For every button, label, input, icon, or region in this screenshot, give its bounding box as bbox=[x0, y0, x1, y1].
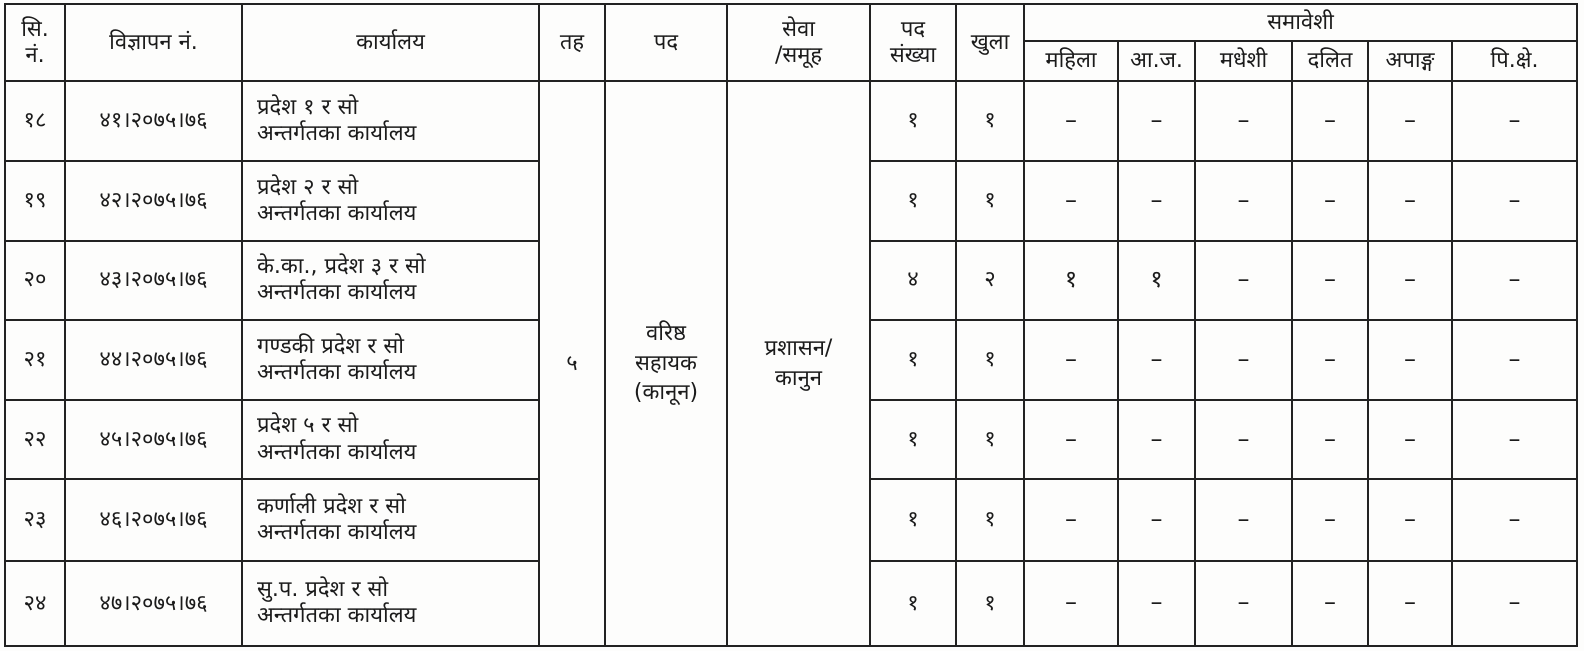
header-ad-number: विज्ञापन नं. bbox=[65, 4, 242, 81]
cell-office: कर्णाली प्रदेश र सो अन्तर्गतका कार्यालय bbox=[242, 479, 539, 560]
header-post-count: पद संख्या bbox=[870, 4, 956, 81]
cell-post-count: १ bbox=[870, 320, 956, 400]
cell-inclusive-indigenous: – bbox=[1118, 400, 1195, 479]
cell-inclusive-women: – bbox=[1024, 561, 1118, 646]
cell-ad-number: ४७।२०७५।७६ bbox=[65, 561, 242, 646]
cell-inclusive-backward-region: – bbox=[1452, 81, 1577, 161]
cell-open: १ bbox=[956, 479, 1024, 560]
cell-serial-number: २३ bbox=[5, 479, 65, 560]
header-inclusive-disabled: अपाङ्ग bbox=[1368, 41, 1452, 81]
cell-inclusive-dalit: – bbox=[1292, 320, 1368, 400]
cell-ad-number: ४५।२०७५।७६ bbox=[65, 400, 242, 479]
cell-inclusive-indigenous: – bbox=[1118, 479, 1195, 560]
cell-inclusive-backward-region: – bbox=[1452, 320, 1577, 400]
cell-office: गण्डकी प्रदेश र सो अन्तर्गतका कार्यालय bbox=[242, 320, 539, 400]
cell-inclusive-dalit: – bbox=[1292, 241, 1368, 320]
cell-ad-number: ४१।२०७५।७६ bbox=[65, 81, 242, 161]
cell-open: १ bbox=[956, 161, 1024, 240]
cell-serial-number: २० bbox=[5, 241, 65, 320]
cell-ad-number: ४२।२०७५।७६ bbox=[65, 161, 242, 240]
cell-inclusive-women: – bbox=[1024, 479, 1118, 560]
cell-post-count: ४ bbox=[870, 241, 956, 320]
header-post: पद bbox=[605, 4, 727, 81]
cell-inclusive-indigenous: – bbox=[1118, 161, 1195, 240]
cell-post-count: १ bbox=[870, 400, 956, 479]
header-inclusive-backward-region: पि.क्षे. bbox=[1452, 41, 1577, 81]
cell-office: प्रदेश ५ र सो अन्तर्गतका कार्यालय bbox=[242, 400, 539, 479]
cell-inclusive-madhesi: – bbox=[1195, 479, 1292, 560]
cell-inclusive-madhesi: – bbox=[1195, 400, 1292, 479]
cell-inclusive-madhesi: – bbox=[1195, 161, 1292, 240]
cell-inclusive-indigenous: १ bbox=[1118, 241, 1195, 320]
header-inclusive-women: महिला bbox=[1024, 41, 1118, 81]
cell-serial-number: २२ bbox=[5, 400, 65, 479]
cell-level: ५ bbox=[539, 81, 605, 646]
cell-ad-number: ४३।२०७५।७६ bbox=[65, 241, 242, 320]
cell-post-count: १ bbox=[870, 161, 956, 240]
header-open: खुला bbox=[956, 4, 1024, 81]
cell-inclusive-madhesi: – bbox=[1195, 241, 1292, 320]
cell-inclusive-dalit: – bbox=[1292, 161, 1368, 240]
cell-inclusive-madhesi: – bbox=[1195, 561, 1292, 646]
cell-inclusive-dalit: – bbox=[1292, 561, 1368, 646]
cell-inclusive-backward-region: – bbox=[1452, 479, 1577, 560]
cell-inclusive-disabled: – bbox=[1368, 81, 1452, 161]
cell-inclusive-indigenous: – bbox=[1118, 320, 1195, 400]
cell-inclusive-dalit: – bbox=[1292, 479, 1368, 560]
cell-inclusive-backward-region: – bbox=[1452, 161, 1577, 240]
header-office: कार्यालय bbox=[242, 4, 539, 81]
header-service-group: सेवा /समूह bbox=[727, 4, 870, 81]
header-inclusive-dalit: दलित bbox=[1292, 41, 1368, 81]
cell-inclusive-disabled: – bbox=[1368, 241, 1452, 320]
header-inclusive-indigenous: आ.ज. bbox=[1118, 41, 1195, 81]
cell-inclusive-indigenous: – bbox=[1118, 81, 1195, 161]
cell-service-group: प्रशासन/ कानुन bbox=[727, 81, 870, 646]
cell-serial-number: १८ bbox=[5, 81, 65, 161]
cell-office: के.का., प्रदेश ३ र सो अन्तर्गतका कार्यालय bbox=[242, 241, 539, 320]
cell-open: १ bbox=[956, 400, 1024, 479]
cell-office: सु.प. प्रदेश र सो अन्तर्गतका कार्यालय bbox=[242, 561, 539, 646]
cell-post: वरिष्ठ सहायक (कानून) bbox=[605, 81, 727, 646]
cell-inclusive-dalit: – bbox=[1292, 81, 1368, 161]
cell-office: प्रदेश २ र सो अन्तर्गतका कार्यालय bbox=[242, 161, 539, 240]
cell-inclusive-women: – bbox=[1024, 320, 1118, 400]
header-inclusive: समावेशी bbox=[1024, 4, 1577, 41]
header-inclusive-madhesi: मधेशी bbox=[1195, 41, 1292, 81]
cell-inclusive-women: १ bbox=[1024, 241, 1118, 320]
vacancy-table bbox=[4, 3, 1578, 647]
cell-inclusive-backward-region: – bbox=[1452, 561, 1577, 646]
cell-inclusive-women: – bbox=[1024, 81, 1118, 161]
cell-inclusive-indigenous: – bbox=[1118, 561, 1195, 646]
table-row bbox=[5, 81, 1577, 161]
cell-serial-number: २१ bbox=[5, 320, 65, 400]
cell-inclusive-disabled: – bbox=[1368, 561, 1452, 646]
cell-ad-number: ४४।२०७५।७६ bbox=[65, 320, 242, 400]
cell-inclusive-disabled: – bbox=[1368, 320, 1452, 400]
cell-inclusive-madhesi: – bbox=[1195, 320, 1292, 400]
cell-inclusive-backward-region: – bbox=[1452, 241, 1577, 320]
cell-inclusive-women: – bbox=[1024, 161, 1118, 240]
cell-open: १ bbox=[956, 561, 1024, 646]
cell-inclusive-disabled: – bbox=[1368, 479, 1452, 560]
cell-serial-number: २४ bbox=[5, 561, 65, 646]
cell-office: प्रदेश १ र सो अन्तर्गतका कार्यालय bbox=[242, 81, 539, 161]
cell-post-count: १ bbox=[870, 561, 956, 646]
cell-inclusive-madhesi: – bbox=[1195, 81, 1292, 161]
cell-inclusive-disabled: – bbox=[1368, 161, 1452, 240]
header-level: तह bbox=[539, 4, 605, 81]
cell-post-count: १ bbox=[870, 81, 956, 161]
cell-open: १ bbox=[956, 81, 1024, 161]
cell-inclusive-backward-region: – bbox=[1452, 400, 1577, 479]
header-serial-number: सि. नं. bbox=[5, 4, 65, 81]
cell-serial-number: १९ bbox=[5, 161, 65, 240]
cell-ad-number: ४६।२०७५।७६ bbox=[65, 479, 242, 560]
cell-inclusive-women: – bbox=[1024, 400, 1118, 479]
cell-inclusive-dalit: – bbox=[1292, 400, 1368, 479]
cell-open: १ bbox=[956, 320, 1024, 400]
cell-open: २ bbox=[956, 241, 1024, 320]
cell-inclusive-disabled: – bbox=[1368, 400, 1452, 479]
cell-post-count: १ bbox=[870, 479, 956, 560]
